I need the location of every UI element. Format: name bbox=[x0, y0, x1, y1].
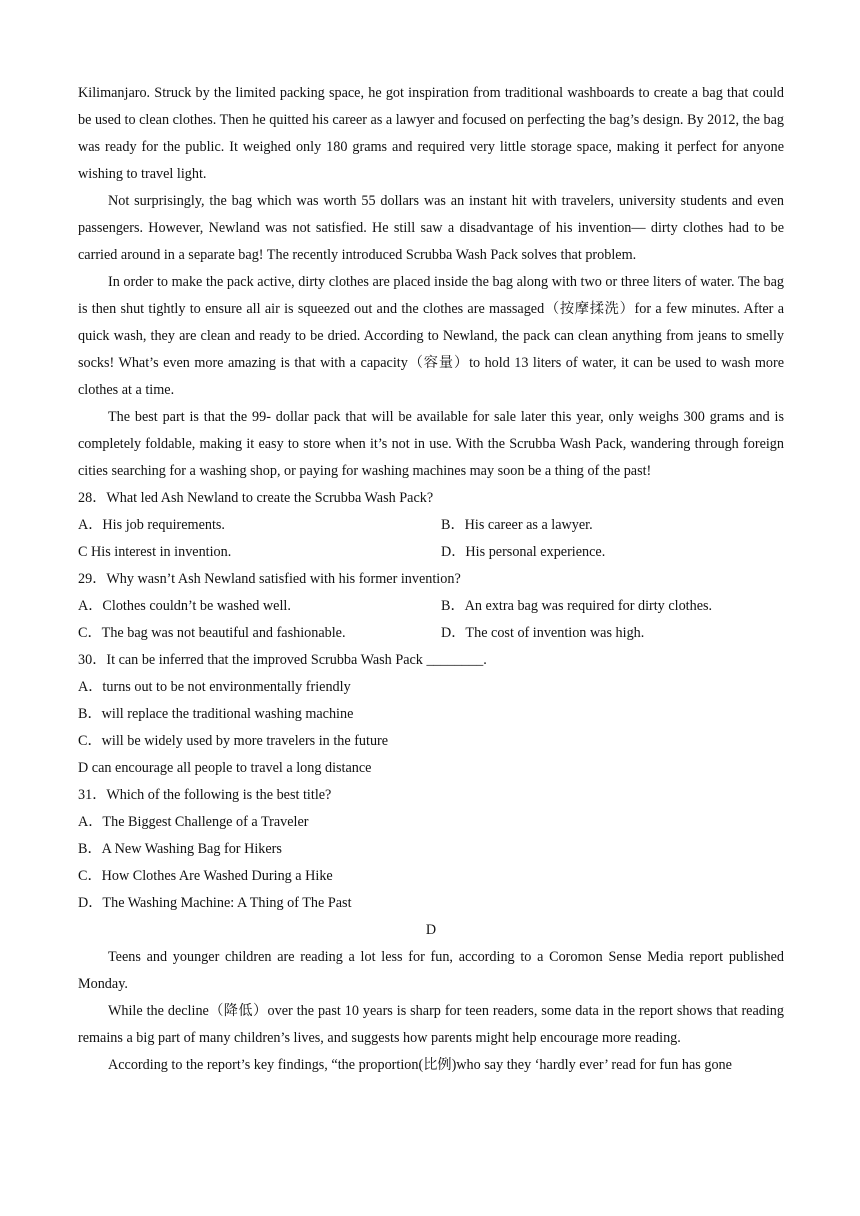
q30-option-c: C．will be widely used by more travelers in the future bbox=[78, 733, 389, 749]
q29-option-d: D．The cost of invention was high. bbox=[441, 625, 645, 641]
section-heading: D bbox=[425, 922, 437, 938]
q30-option-b: B．will replace the traditional washing machine bbox=[78, 706, 354, 722]
exam-page bbox=[78, 80, 784, 1079]
q29-option-c: C．The bag was not beautiful and fashionable. bbox=[78, 625, 346, 641]
q31-option-c: C．How Clothes Are Washed During a Hike bbox=[78, 868, 333, 884]
question-28-stem: 28．What led Ash Newland to create the Scrubba Wash Pack? bbox=[78, 490, 434, 506]
passage-paragraph: According to the report’s key findings, “the proportion(比例)who say they ‘hardly ever’ read for fun has gone bbox=[108, 1057, 732, 1073]
question-30-stem: 30．It can be inferred that the improved Scrubba Wash Pack ________. bbox=[78, 652, 487, 668]
q28-option-d: D．His personal experience. bbox=[441, 544, 606, 560]
passage-paragraph: While the decline（降低）over the past 10 years is sharp for teen readers, some data in the report shows that reading remains a big part of many children’s lives, and suggests how parents might help encourage more reading. bbox=[78, 1003, 784, 1046]
q31-option-d: D．The Washing Machine: A Thing of The Past bbox=[78, 895, 352, 911]
question-28-options bbox=[78, 512, 784, 566]
q31-option-b: B．A New Washing Bag for Hikers bbox=[78, 841, 282, 857]
q29-option-a: A．Clothes couldn’t be washed well. bbox=[78, 598, 291, 614]
q28-option-c: C His interest in invention. bbox=[78, 544, 232, 560]
q30-option-d: D can encourage all people to travel a long distance bbox=[78, 760, 372, 776]
q28-option-a: A．His job requirements. bbox=[78, 517, 225, 533]
question-29-stem: 29．Why wasn’t Ash Newland satisfied with his former invention? bbox=[78, 571, 461, 587]
passage-paragraph: The best part is that the 99- dollar pack that will be available for sale later this year, only weighs 300 grams and is completely foldable, making it easy to store when it’s not in use. With the Scrubba Wash Pack, wandering through foreign cities searching for a washing shop, or paying for washing machines may soon be a thing of the past! bbox=[78, 409, 784, 479]
q30-option-a: A．turns out to be not environmentally friendly bbox=[78, 679, 351, 695]
passage-paragraph: Kilimanjaro. Struck by the limited packing space, he got inspiration from traditional washboards to create a bag that could be used to clean clothes. Then he quitted his career as a lawyer and focused on perfecting the bag’s design. By 2012, the bag was ready for the public. It weighed only 180 grams and required very little storage space, making it perfect for anyone wishing to travel light. bbox=[78, 85, 784, 182]
passage-paragraph: Not surprisingly, the bag which was worth 55 dollars was an instant hit with travelers, university students and even passengers. However, Newland was not satisfied. He still saw a disadvantage of his invention— dirty clothes had to be carried around in a separate bag! The recently introduced Scrubba Wash Pack solves that problem. bbox=[78, 193, 784, 263]
passage-paragraph: Teens and younger children are reading a lot less for fun, according to a Coromon Sense Media report published Monday. bbox=[78, 949, 784, 992]
question-31-stem: 31．Which of the following is the best title? bbox=[78, 787, 332, 803]
q31-option-a: A．The Biggest Challenge of a Traveler bbox=[78, 814, 309, 830]
q28-option-b: B．His career as a lawyer. bbox=[441, 517, 593, 533]
q29-option-b: B．An extra bag was required for dirty clothes. bbox=[441, 598, 713, 614]
passage-paragraph: In order to make the pack active, dirty clothes are placed inside the bag along with two or three liters of water. The bag is then shut tightly to ensure all air is squeezed out and the clothes are massaged（按摩揉洗）for a few minutes. After a quick wash, they are clean and ready to be dried. According to Newland, the pack can clean anything from jeans to smelly socks! What’s even more amazing is that with a capacity（容量）to hold 13 liters of water, it can be used to wash more clothes at a time. bbox=[78, 274, 784, 398]
question-29-options bbox=[78, 593, 784, 647]
